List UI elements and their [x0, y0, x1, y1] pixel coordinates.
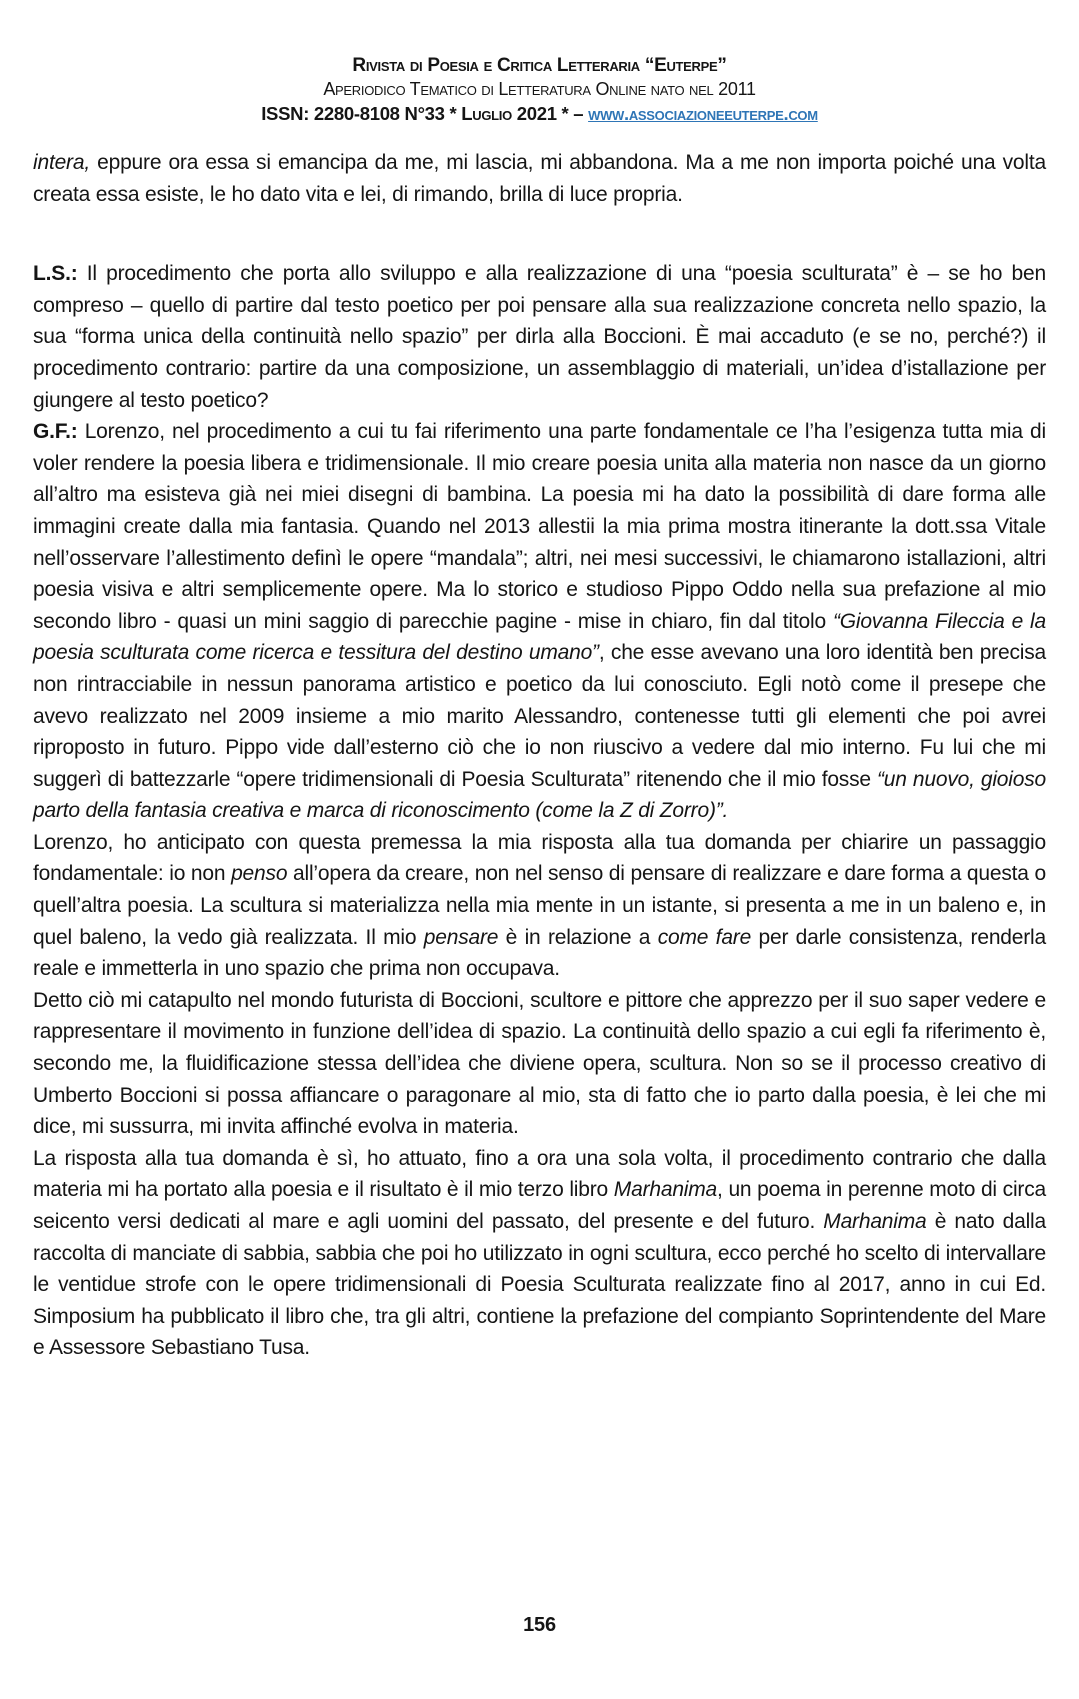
text-segment: Lorenzo, nel procedimento a cui tu fai riferimento una parte fondamentale ce l’ha l’esigenza tutta mia di voler rendere la poesia libera e tridimensionale. Il mio creare poesia unita alla materia non nasce da un giorno all’altro ma esisteva già nei miei disegni di bambina. La poesia mi ha dato la possibilità di dare forma alle immagini create dalla mia fantasia. Quando nel 2013 allestii la mia prima mostra itinerante la dott.ssa Vitale nell’osservare l’allestimento definì le opere “mandala”; altri, nei mesi successivi, le chiamarono istallazioni, altri poesia visiva e altri semplicemente opere. Ma lo storico e studioso Pippo Oddo nella sua prefazione al mio secondo libro - quasi un mini saggio di parecchie pagine - mise in chiaro, fin dal titolo [33, 420, 1046, 633]
journal-title: Rivista di Poesia e Critica Letteraria “Euterpe” [352, 55, 727, 76]
paragraph-premessa [33, 827, 1046, 985]
text-segment: G.F.: [33, 420, 78, 444]
text-segment: L.S.: [33, 262, 78, 286]
text-segment: per darle consistenza, renderla reale e immetterla in uno spazio che prima non occupava. [33, 925, 1047, 981]
paragraph-risposta [33, 1143, 1046, 1364]
issn-line [0, 102, 1079, 125]
text-segment: Lorenzo, ho anticipato con questa premessa la mia risposta alla tua domanda per chiarire un passaggio fondamentale: io non [33, 830, 1046, 886]
text-segment: all’opera da creare, non nel senso di pensare di realizzare e dare forma a questa o quell’altra poesia. La scultura si materializza nella mia mente in un istante, si presenta a me in un baleno e, in quel baleno, la vedo già realizzata. Il mio [33, 862, 1046, 949]
text-segment: Marhanima [613, 1178, 718, 1202]
text-segment: , che esse avevano una loro identità ben precisa non rintracciabile in nessun panorama artistico e poetico da lui conosciuto. Egli notò come il presepe che avevo realizzato nel 2009 insieme a mio marito Alessandro, contenesse tutti gli elementi che poi avrei riproposto in futuro. Pippo vide dall’esterno ciò che io non riuscivo a vedere dal mio interno. Fu lui che mi suggerì di battezzarle “opere tridimensionali di Poesia Sculturata” ritenendo che il mio fosse [33, 641, 1046, 791]
euterpe-website-link[interactable]: www.associazioneeuterpe.com [588, 103, 818, 124]
paragraph-intro [33, 147, 1046, 210]
text-segment: è in relazione a [498, 925, 658, 949]
text-segment: , un poema in perenne moto di circa seicento versi dedicati al mare e agli uomini del passato, del presente e del futuro. [33, 1178, 1047, 1233]
paragraph-answer-gf [33, 416, 1046, 827]
text-segment: Il procedimento che porta allo sviluppo e alla realizzazione di una “poesia sculturata” è – se ho ben compreso – quello di partire dal testo poetico per poi pensare alla sua realizzazione concreta nello spazio, la sua “forma unica della continuità nello spazio” per dirla alla Boccioni. È mai accaduto (e se no, perché?) il procedimento contrario: partire da una composizione, un assemblaggio di materiali, un’idea d’istallazione per giungere al testo poetico? [33, 262, 1046, 412]
text-segment: è nato dalla raccolta di manciate di sabbia, sabbia che poi ho utilizzato in ogni scultura, ecco perché ho scelto di intervallare le ventidue strofe con le opere tridimensionali di Poesia Sculturata realizzate fino al 2017, anno in cui Ed. Simposium ha pubblicato il libro che, tra gli altri, contiene la prefazione del compianto Soprintendente del Mare e Assessore Sebastiano Tusa. [33, 1210, 1046, 1360]
article-body [33, 147, 1046, 1364]
text-segment: pensare [423, 925, 499, 949]
journal-header [0, 0, 1079, 125]
text-segment: “un nuovo, gioioso parto della fantasia creativa e marca di riconoscimento (come la Z di Zorro)”. [33, 767, 1046, 823]
text-segment: come fare [657, 925, 752, 949]
text-segment: Detto ciò mi catapulto nel mondo futurista di Boccioni, scultore e pittore che apprezzo per il suo saper vedere e rappresentare il movimento in funzione dell’idea di spazio. La continuità dello spazio a cui egli fa riferimento è, secondo me, la fluidificazione stessa dell’idea che diviene opera, scultura. Non so se il processo creativo di Umberto Boccioni si possa affiancare o paragonare al mio, sta di fatto che io parto dalla poesia, è lei che mi dice, mi sussurra, mi invita affinché evolva in materia. [33, 988, 1046, 1139]
text-segment: penso [231, 862, 288, 886]
text-segment: Marhanima [823, 1210, 927, 1233]
text-segment: “Giovanna Fileccia e la poesia sculturata come ricerca e tessitura del destino umano” [33, 609, 1046, 665]
paragraph-boccioni [33, 985, 1046, 1143]
text-segment: eppure ora essa si emancipa da me, mi lascia, mi abbandona. Ma a me non importa poiché una volta creata essa esiste, le ho dato vita e lei, di rimando, brilla di luce propria. [33, 151, 1046, 206]
text-segment: La risposta alla tua domanda è sì, ho attuato, fino a ora una sola volta, il procedimento contrario che dalla materia mi ha portato alla poesia e il risultato è il mio terzo libro [33, 1146, 1046, 1202]
issn-text: ISSN: 2280-8108 N°33 * Luglio 2021 * – [261, 103, 589, 124]
page-number: 156 [523, 1614, 556, 1636]
text-segment: intera, [33, 151, 90, 174]
journal-subtitle: Aperiodico Tematico di Letteratura Online nato nel 2011 [323, 79, 756, 99]
paragraph-question-ls [33, 258, 1046, 416]
